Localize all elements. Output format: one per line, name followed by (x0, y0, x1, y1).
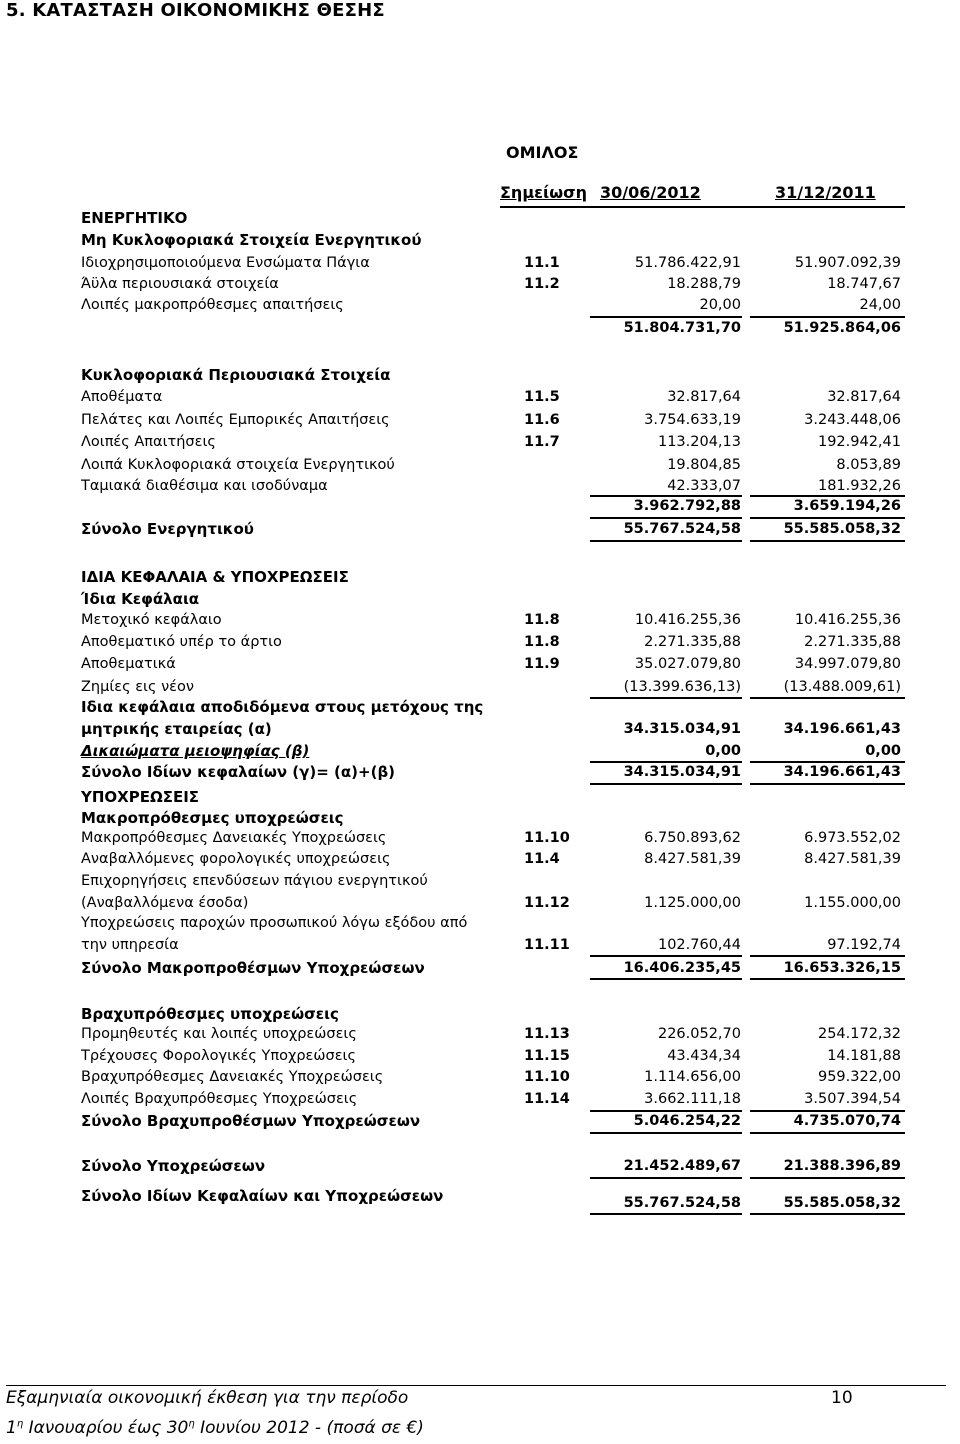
table-row: Λοιπές μακροπρόθεσμες απαιτήσεις 20,00 24,00 (81, 297, 901, 313)
table-row: Αναβαλλόμενες φορολογικές υποχρεώσεις 11.4 8.427.581,39 8.427.581,39 (81, 851, 901, 867)
table-row: Ταμιακά διαθέσιμα και ισοδύναμα 42.333,07 181.932,26 (81, 478, 901, 494)
section-heading: Βραχυπρόθεσμες υποχρεώσεις (81, 1005, 339, 1023)
table-row: Προμηθευτές και λοιπές υποχρεώσεις 11.13 226.052,70 254.172,32 (81, 1026, 901, 1042)
total-rule (750, 540, 905, 542)
table-row: Αποθεματικά 11.9 35.027.079,80 34.997.079,80 (81, 656, 901, 672)
subtotal-row: 3.962.792,88 3.659.194,26 (633, 498, 901, 514)
table-row: Ιδιοχρησιμοποιούμενα Ενσώματα Πάγια 11.1 51.786.422,91 51.907.092,39 (81, 255, 901, 271)
column-header-current: 30/06/2012 (600, 183, 701, 202)
subtotal-row: Σύνολο Βραχυπροθέσμων Υποχρεώσεων 5.046.254,22 4.735.070,74 (81, 1112, 901, 1130)
grand-total-row: 55.767.524,58 55.585.058,32 (623, 1195, 901, 1211)
subtotal-rule (750, 1132, 905, 1134)
table-row: Λοιπές Βραχυπρόθεσμες Υποχρεώσεις 11.14 3.662.111,18 3.507.394,54 (81, 1091, 901, 1107)
section-heading: Μακροπρόθεσμες υποχρεώσεις (81, 809, 344, 827)
footer-line2: $1^\eta$ Ιανουαρίου έως $30^\eta$ Ιουνίου 2012 - (ποσά σε €) (6, 1418, 424, 1438)
total-row: Σύνολο Υποχρεώσεων 21.452.489,67 21.388.396,89 (81, 1157, 901, 1175)
subtotal-rule (590, 955, 742, 957)
section-heading: ΙΔΙΑ ΚΕΦΑΛΑΙΑ & ΥΠΟΧΡΕΩΣΕΙΣ (81, 568, 349, 586)
total-rule (590, 1213, 742, 1215)
table-row: Δικαιώματα μειοψηφίας (β) 0,00 0,00 (81, 742, 901, 760)
table-row: Αποθέματα 11.5 32.817,64 32.817,64 (81, 389, 901, 405)
table-row: Μακροπρόθεσμες Δανειακές Υποχρεώσεις 11.10 6.750.893,62 6.973.552,02 (81, 830, 901, 846)
subtotal-row: Σύνολο Μακροπροθέσμων Υποχρεώσεων 16.406.235,45 16.653.326,15 (81, 959, 901, 977)
subtotal-row: μητρικής εταιρείας (α) 34.315.034,91 34.196.661,43 (81, 720, 901, 738)
footer-line1: Εξαμηνιαία οικονομική έκθεση για την περίοδο (6, 1388, 409, 1408)
column-header-prior: 31/12/2011 (775, 183, 876, 202)
total-row: Σύνολο Ενεργητικού 55.767.524,58 55.585.058,32 (81, 520, 901, 538)
total-rule (750, 783, 905, 785)
table-row: Επιχορηγήσεις επενδύσεων πάγιου ενεργητικού (81, 873, 428, 889)
footer-rule (6, 1385, 946, 1386)
section-heading: Κυκλοφοριακά Περιουσιακά Στοιχεία (81, 366, 391, 384)
table-row: (Αναβαλλόμενα έσοδα) 11.12 1.125.000,00 1.155.000,00 (81, 895, 901, 911)
subtotal-label: Ιδια κεφάλαια αποδιδόμενα στους μετόχους της (81, 698, 484, 716)
total-rule (590, 1177, 742, 1179)
table-row: Τρέχουσες Φορολογικές Υποχρεώσεις 11.15 43.434,34 14.181,88 (81, 1048, 901, 1064)
total-rule (750, 1177, 905, 1179)
group-header: ΟΜΙΛΟΣ (506, 143, 579, 162)
total-rule (750, 1213, 905, 1215)
table-row: Μετοχικό κεφάλαιο 11.8 10.416.255,36 10.416.255,36 (81, 612, 901, 628)
subtotal-rule (750, 978, 905, 980)
page-number: 10 (831, 1388, 853, 1408)
table-row: Υποχρεώσεις παροχών προσωπικού λόγω εξόδου από (81, 915, 468, 931)
total-row: Σύνολο Ιδίων κεφαλαίων (γ)= (α)+(β) 34.315.034,91 34.196.661,43 (81, 763, 901, 781)
section-heading: Μη Κυκλοφοριακά Στοιχεία Ενεργητικού (81, 231, 422, 249)
table-row: Πελάτες και Λοιπές Εμπορικές Απαιτήσεις 11.6 3.754.633,19 3.243.448,06 (81, 412, 901, 428)
page-title: 5. ΚΑΤΑΣΤΑΣΗ ΟΙΚΟΝΟΜΙΚΗΣ ΘΕΣΗΣ (6, 0, 385, 21)
table-row: Ζημίες εις νέον (13.399.636,13) (13.488.009,61) (81, 679, 901, 695)
table-row: Βραχυπρόθεσμες Δανειακές Υποχρεώσεις 11.10 1.114.656,00 959.322,00 (81, 1069, 901, 1085)
section-heading: Ίδια Κεφάλαια (81, 590, 200, 608)
subtotal-row: 51.804.731,70 51.925.864,06 (623, 320, 901, 336)
section-heading: ΥΠΟΧΡΕΩΣΕΙΣ (81, 788, 200, 806)
subtotal-rule (590, 1132, 742, 1134)
table-row: την υπηρεσία 11.11 102.760,44 97.192,74 (81, 937, 901, 953)
grand-total-label: Σύνολο Ιδίων Κεφαλαίων και Υποχρεώσεων (81, 1187, 444, 1205)
table-row: Λοιπά Κυκλοφοριακά στοιχεία Ενεργητικού 19.804,85 8.053,89 (81, 457, 901, 473)
total-rule (590, 783, 742, 785)
section-heading: ΕΝΕΡΓΗΤΙΚΟ (81, 209, 188, 227)
table-row: Λοιπές Απαιτήσεις 11.7 113.204,13 192.942,41 (81, 434, 901, 450)
column-header-note: Σημείωση (500, 183, 587, 202)
table-row: Άϋλα περιουσιακά στοιχεία 11.2 18.288,79 18.747,67 (81, 276, 901, 292)
subtotal-rule (590, 978, 742, 980)
table-row: Αποθεματικό υπέρ το άρτιο 11.8 2.271.335,88 2.271.335,88 (81, 634, 901, 650)
total-rule (590, 540, 742, 542)
subtotal-rule (750, 955, 905, 957)
